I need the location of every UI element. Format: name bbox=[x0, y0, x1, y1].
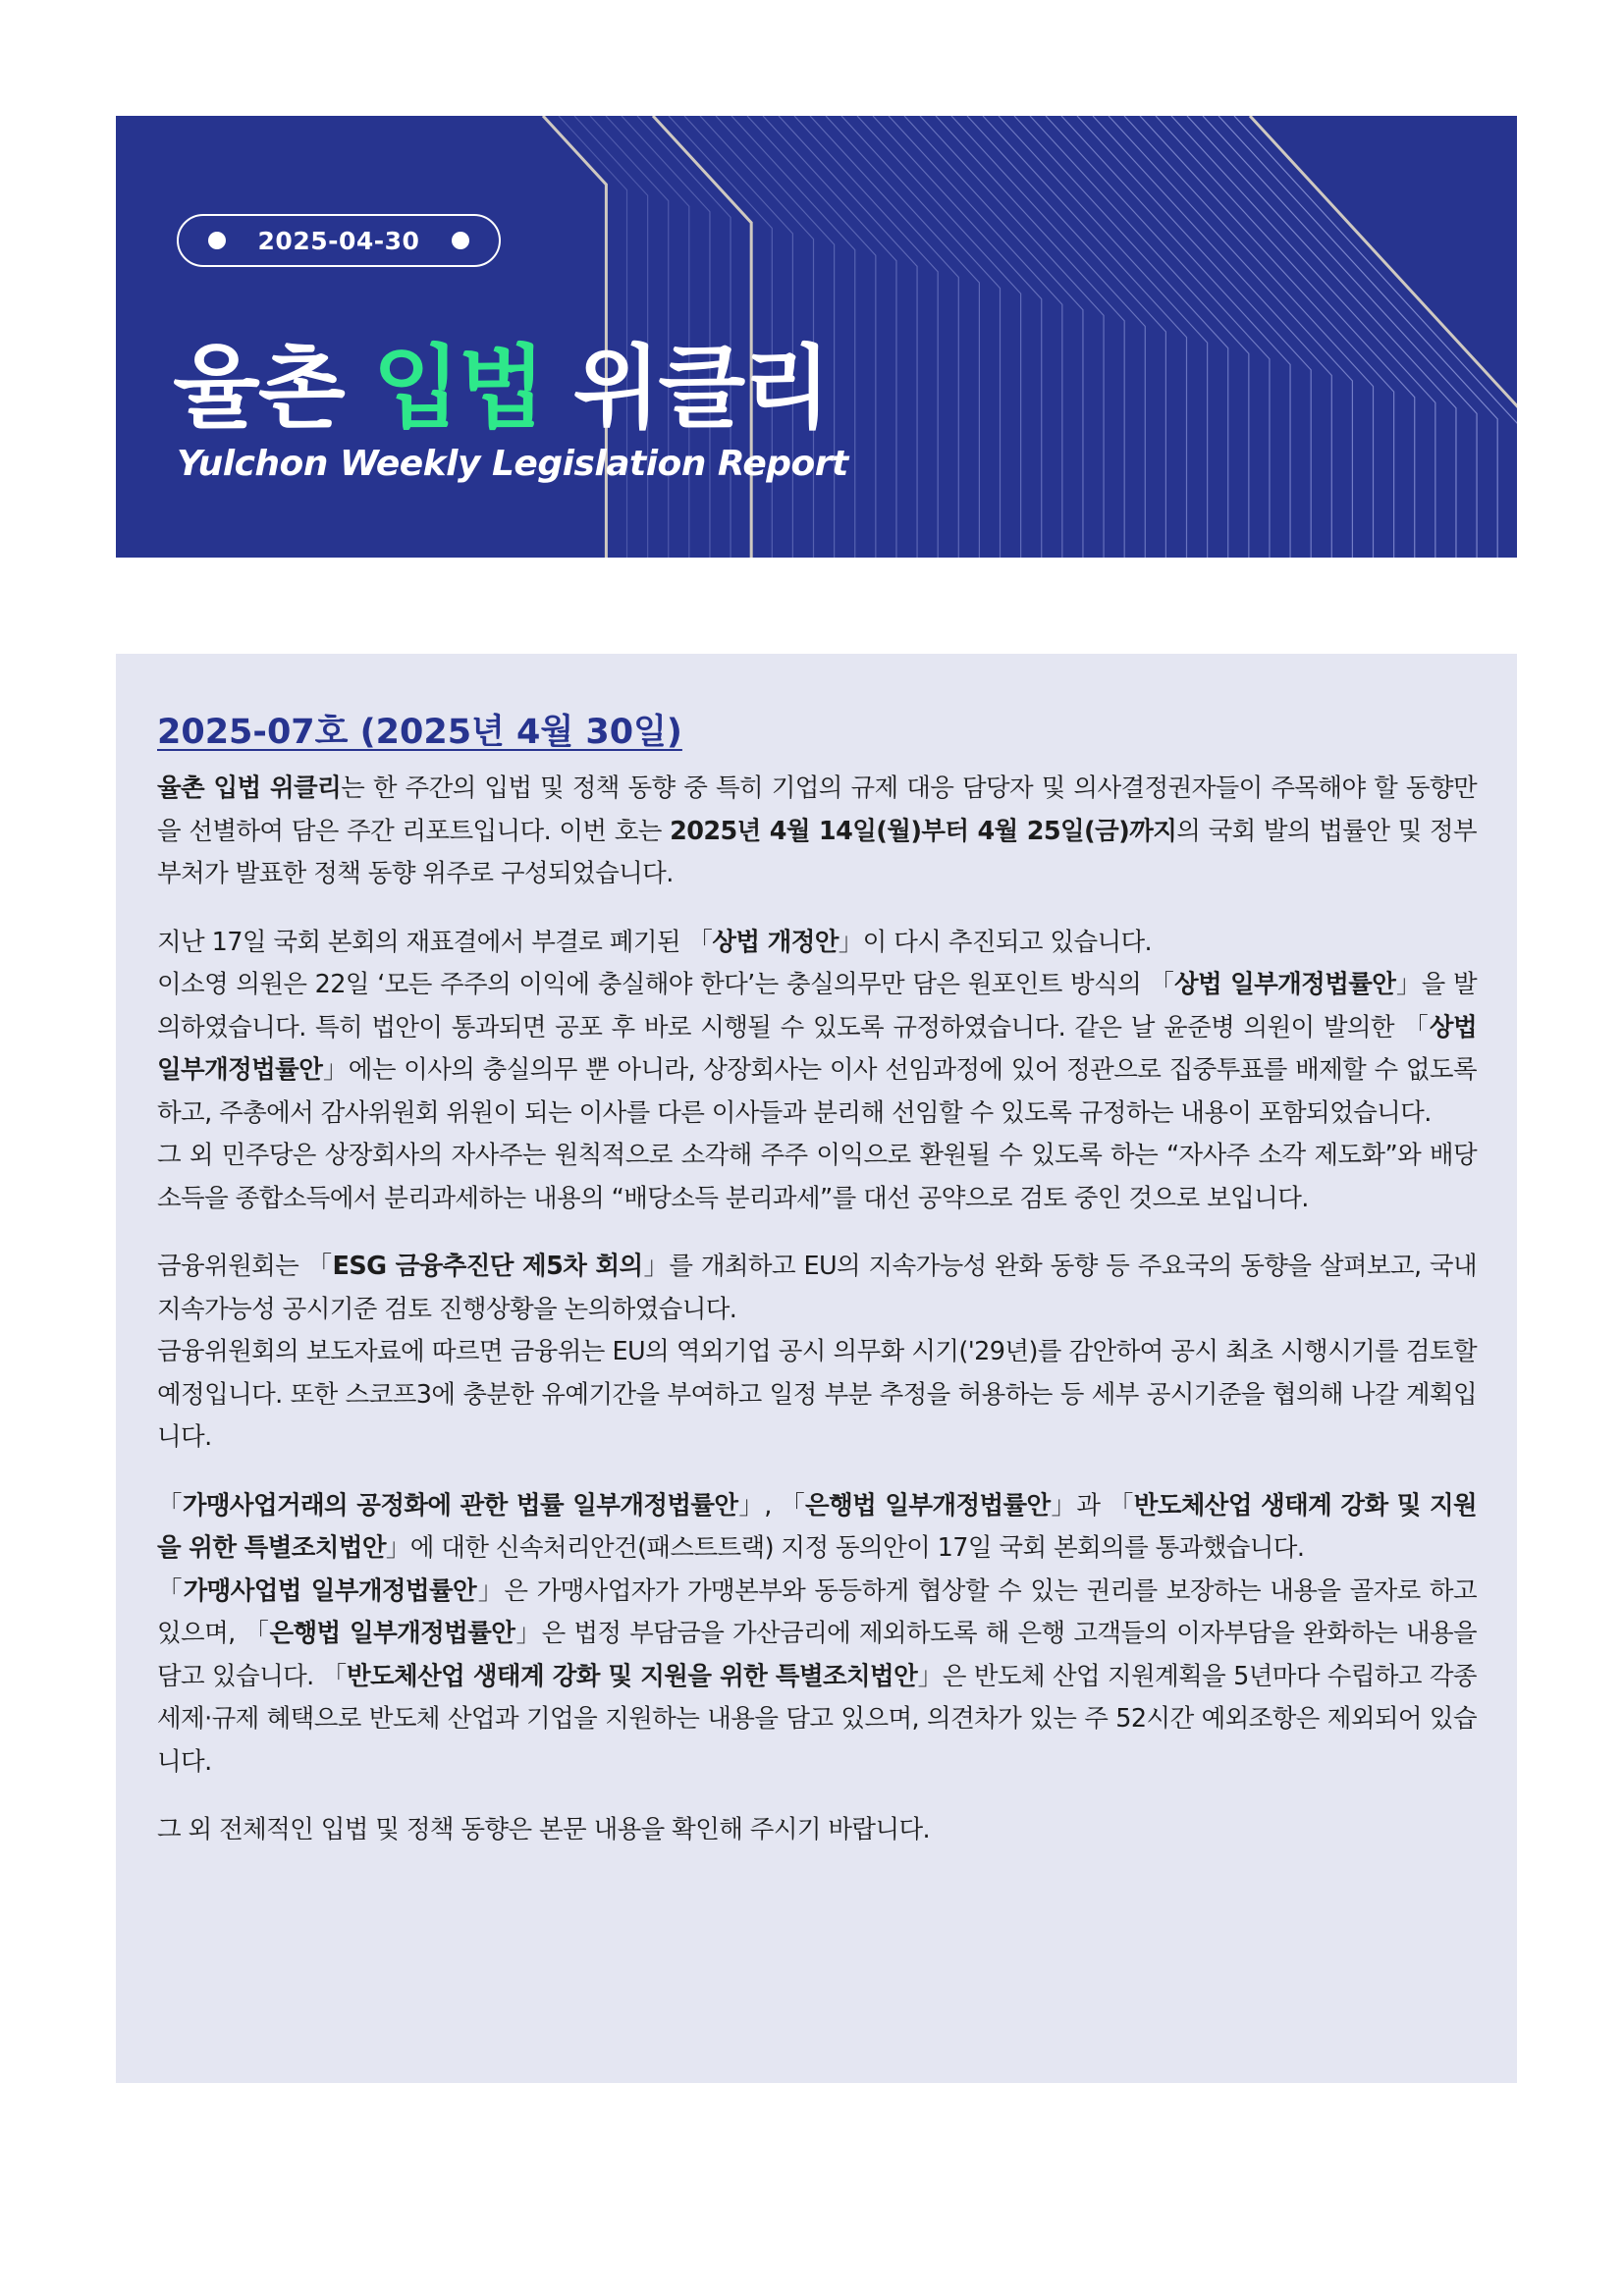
title-part1: 율촌 bbox=[173, 336, 344, 441]
summary-body bbox=[157, 768, 1477, 1878]
text-span: 」에 대한 신속처리안건(패스트트랙) 지정 동의안이 17일 국회 본회의를 통과했습니다. bbox=[385, 1533, 1305, 1563]
bill-name: 가맹사업법 일부개정법률안 bbox=[183, 1575, 477, 1606]
text-span: 」은 가맹사업자가 가맹본부와 동등하게 협상할 수 있는 권리를 보장하는 내용을 골자로 하고 있으며, 「 bbox=[157, 1575, 1477, 1648]
decorative-line bbox=[873, 116, 1042, 558]
bill-name: 가맹사업거래의 공정화에 관한 법률 일부개정법률안 bbox=[182, 1490, 738, 1521]
title-accent: 입법 bbox=[372, 336, 544, 441]
text-span: 」, 「 bbox=[737, 1490, 806, 1521]
decorative-line bbox=[1014, 116, 1228, 558]
decorative-line bbox=[1171, 116, 1435, 558]
header-banner bbox=[116, 116, 1517, 558]
decorative-line bbox=[841, 116, 1001, 558]
decorative-line bbox=[936, 116, 1124, 558]
bill-name: 반도체산업 생태계 강화 및 지원을 위한 특별조치법안 bbox=[346, 1661, 918, 1691]
decorative-line bbox=[1187, 116, 1456, 558]
decorative-line bbox=[1077, 116, 1311, 558]
report-subtitle: Yulchon Weekly Legislation Report bbox=[177, 444, 848, 484]
issue-date: 2025-04-30 bbox=[257, 226, 420, 255]
bill-name: 상법 일부개정법률안 bbox=[157, 1012, 1477, 1085]
decorative-line bbox=[889, 116, 1062, 558]
text-span: 」를 개최하고 EU의 지속가능성 완화 동향 등 주요국의 동향을 살펴보고, 국내 지속가능성 공시기준 검토 진행상황을 논의하였습니다. bbox=[157, 1252, 1477, 1324]
text-span: 」이 다시 추진되고 있습니다. bbox=[838, 927, 1153, 957]
text-span: 」에는 이사의 충실의무 뿐 아니라, 상장회사는 이사 선임과정에 있어 정관으로 집중투표를 배제할 수 없도록 하고, 주총에서 감사위원회 위원이 되는 이사를 다른 이사들과 분리해 선임할 수 있도록 규정하는 내용이 포함되었습니다. bbox=[157, 1055, 1477, 1128]
decorative-line bbox=[1046, 116, 1270, 558]
bill-name: 상법 개정안 bbox=[712, 927, 839, 957]
esg-paragraph bbox=[157, 1246, 1477, 1460]
decorative-line bbox=[1140, 116, 1394, 558]
issue-heading: 2025-07호 (2025년 4월 30일) bbox=[157, 713, 682, 752]
commercial-law-paragraph bbox=[157, 922, 1477, 1221]
bullet-dot-icon bbox=[452, 232, 469, 249]
text-span: 이소영 의원은 22일 ‘모든 주주의 이익에 충실해야 한다’는 충실의무만 담은 원포인트 방식의 「 bbox=[157, 970, 1174, 999]
decorative-line bbox=[983, 116, 1187, 558]
bill-name: 반도체산업 생태계 강화 및 지원을 위한 특별조치법안 bbox=[157, 1490, 1478, 1563]
bill-name: 은행법 일부개정법률안 bbox=[269, 1619, 515, 1648]
decorative-line bbox=[999, 116, 1208, 558]
text-span: 「 bbox=[157, 1575, 184, 1606]
intro-text: 는 한 주간의 입법 및 정책 동향 중 특히 기업의 규제 대응 담당자 및 의사결정권자들이 주목해야 할 동향만을 선별하여 담은 주간 리포트입니다. 이번 호는 bbox=[157, 774, 1477, 846]
intro-bold-name: 율촌 입법 위클리 bbox=[157, 774, 342, 803]
text-span: 「 bbox=[157, 1490, 183, 1521]
text-span: 금융위원회는 「 bbox=[157, 1252, 333, 1281]
summary-panel bbox=[116, 654, 1517, 2083]
decorative-line bbox=[810, 116, 958, 558]
title-part2: 위클리 bbox=[572, 336, 830, 441]
bullet-dot-icon bbox=[208, 232, 226, 249]
intro-text: 의 국회 발의 법률안 및 정부부처가 발표한 정책 동향 위주로 구성되었습니다. bbox=[157, 816, 1477, 888]
text-span: 」과 「 bbox=[1050, 1490, 1134, 1521]
text-span: 」은 반도체 산업 지원계획을 5년마다 수립하고 각종 세제·규제 혜택으로 반도체 산업과 기업을 지원하는 내용을 담고 있으며, 의견차가 있는 주 52시간 예외조항은 제외되어 있습니다. bbox=[157, 1661, 1477, 1777]
decorative-line bbox=[1156, 116, 1415, 558]
report-title bbox=[173, 336, 830, 441]
text-span: 금융위원회의 보도자료에 따르면 금융위는 EU의 역외기업 공시 의무화 시기('29년)를 감안하여 공시 최초 시행시기를 검토할 예정입니다. 또한 스코프3에 충분한 유예기간을 부여하고 일정 부분 추정을 허용하는 등 세부 공시기준을 협의해 나갈 계획입니다. bbox=[157, 1337, 1477, 1452]
text-span: 」은 법정 부담금을 가산금리에 제외하도록 해 은행 고객들의 이자부담을 완화하는 내용을 담고 있습니다. 「 bbox=[157, 1619, 1478, 1691]
text-span: 그 외 민주당은 상장회사의 자사주는 원칙적으로 소각해 주주 이익으로 환원될 수 있도록 하는 “자사주 소각 제도화”와 배당 소득을 종합소득에서 분리과세하는 내용의 “배당소득 분리과세”를 대선 공약으로 검토 중인 것으로 보입니다. bbox=[157, 1141, 1477, 1213]
intro-paragraph bbox=[157, 768, 1477, 896]
bill-name: 은행법 일부개정법률안 bbox=[805, 1490, 1051, 1521]
decorative-line bbox=[1234, 116, 1517, 558]
text-span: 」을 발의하였습니다. 특히 법안이 통과되면 공포 후 바로 시행될 수 있도록 규정하였습니다. 같은 날 윤준병 의원이 발의한 「 bbox=[157, 970, 1477, 1042]
intro-period: 2025년 4월 14일(월)부터 4월 25일(금)까지 bbox=[670, 816, 1177, 846]
fasttrack-paragraph bbox=[157, 1485, 1477, 1785]
closing-paragraph: 그 외 전체적인 입법 및 정책 동향은 본문 내용을 확인해 주시기 바랍니다. bbox=[157, 1815, 931, 1844]
bill-name: 상법 일부개정법률안 bbox=[1174, 970, 1396, 999]
decorative-line bbox=[904, 116, 1083, 558]
text-span: 지난 17일 국회 본회의 재표결에서 부결로 폐기된 「 bbox=[157, 927, 713, 957]
meeting-name: ESG 금융추진단 제5차 회의 bbox=[332, 1252, 643, 1281]
decorative-line bbox=[1061, 116, 1290, 558]
date-badge bbox=[177, 214, 501, 267]
